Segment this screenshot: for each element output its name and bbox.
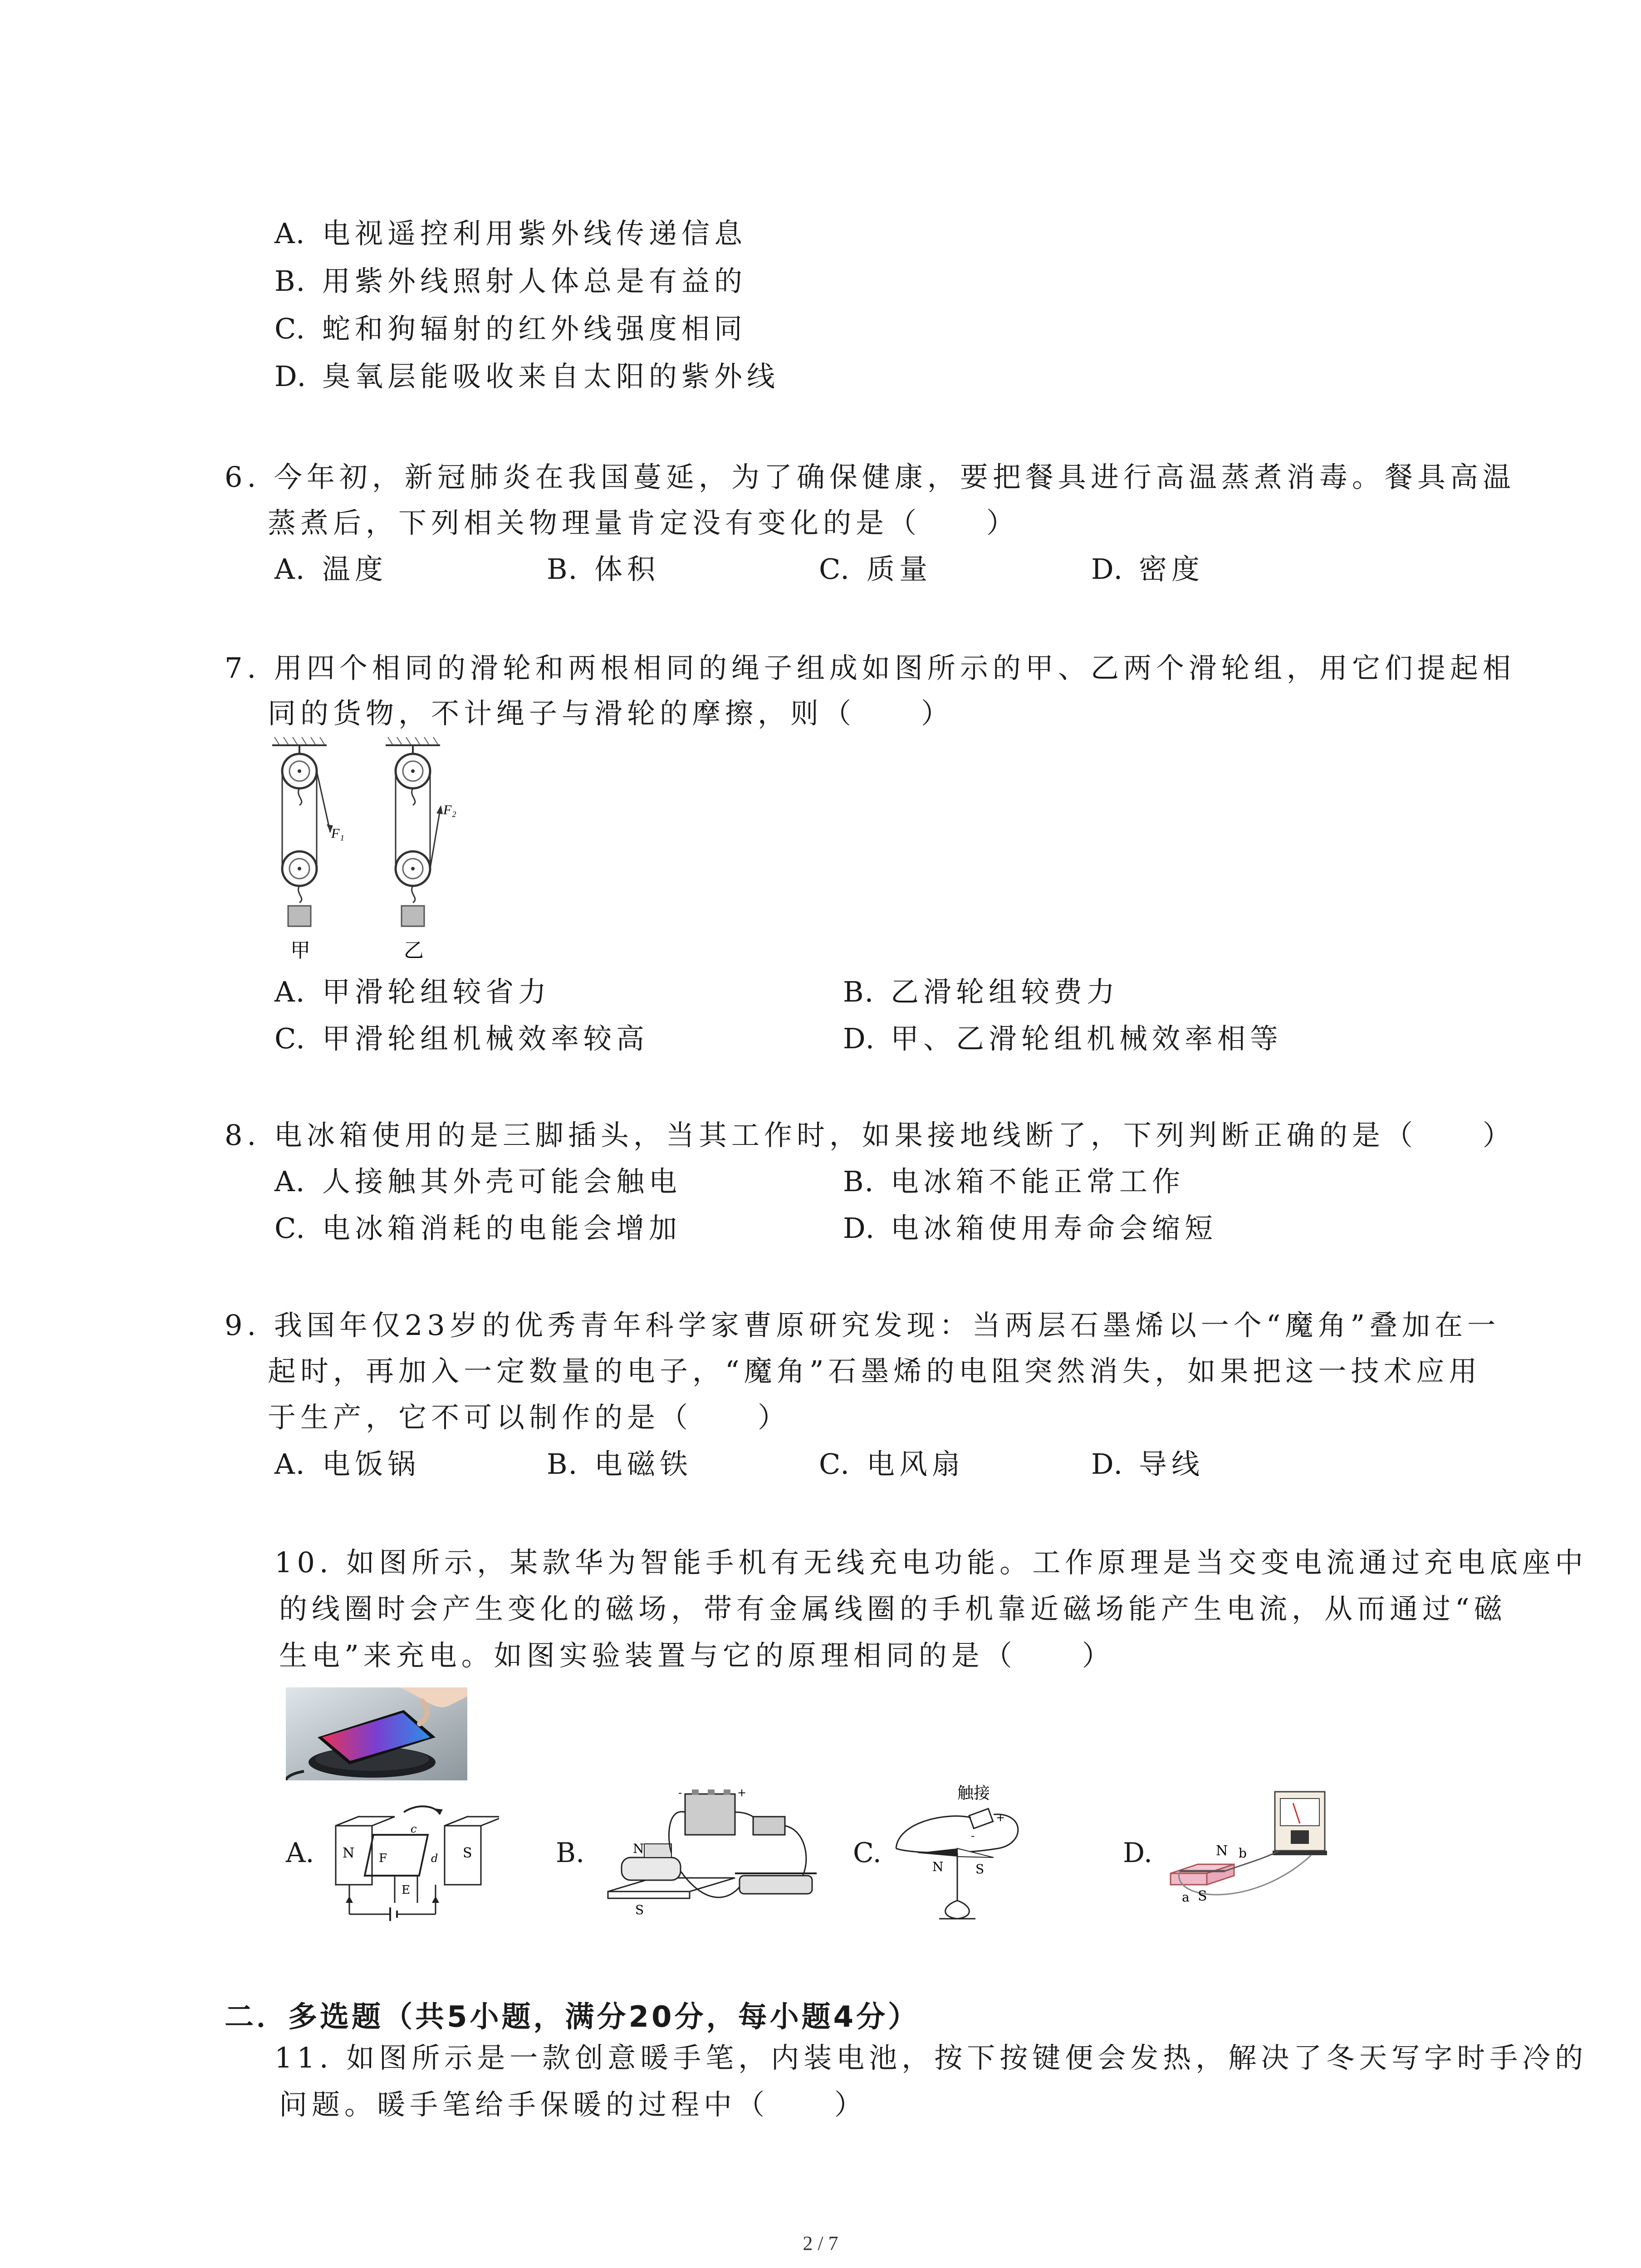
- q5-option-d: [274, 358, 779, 395]
- option-text: 电冰箱不能正常工作: [891, 1165, 1185, 1198]
- option-text: 甲滑轮组机械效率较高: [322, 1022, 649, 1055]
- option-text: 用紫外线照射人体总是有益的: [322, 264, 747, 298]
- oersted-diagram: [889, 1780, 1062, 1935]
- q7-option-d: [843, 1021, 1283, 1057]
- label-n: N: [343, 1845, 355, 1861]
- q5-option-c: [274, 311, 747, 347]
- label-minus: -: [971, 1829, 975, 1842]
- q5-option-a: [274, 215, 747, 252]
- f1-label: F₁: [331, 826, 344, 841]
- label-touch: 触接: [957, 1784, 990, 1803]
- q7-stem-line1: 7. 用四个相同的滑轮和两根相同的绳子组成如图所示的甲、乙两个滑轮组，用它们提起相: [225, 651, 1515, 684]
- q9-option-a: [274, 1446, 420, 1482]
- label-d: d: [431, 1852, 438, 1865]
- q7-option-b: [843, 974, 1119, 1010]
- option-text: 电冰箱消耗的电能会增加: [322, 1212, 682, 1245]
- q10-option-d-letter: D.: [1123, 1837, 1153, 1869]
- wireless-charger-image: [286, 1687, 467, 1780]
- label-n: N: [1216, 1843, 1228, 1859]
- option-letter: A.: [274, 975, 306, 1008]
- label-plus: +: [996, 1811, 1005, 1824]
- label-n: N: [932, 1859, 944, 1874]
- q5-option-b: [274, 263, 747, 299]
- label-c: c: [411, 1823, 417, 1835]
- option-text: 甲滑轮组较省力: [322, 975, 551, 1008]
- option-text: 乙滑轮组较费力: [891, 975, 1120, 1008]
- option-letter: B.: [843, 1165, 875, 1198]
- option-letter: B.: [274, 264, 306, 298]
- option-letter: B.: [547, 552, 578, 586]
- q7-stem-line2: 同的货物，不计绳子与滑轮的摩擦，则（ ）: [268, 697, 954, 730]
- option-letter: D.: [1091, 552, 1124, 586]
- q8-option-d: [843, 1210, 1217, 1246]
- option-text: 蛇和狗辐射的红外线强度相同: [322, 312, 747, 345]
- electromagnet-diagram: [599, 1785, 826, 1921]
- option-letter: B.: [547, 1447, 578, 1481]
- option-letter: B.: [843, 975, 875, 1008]
- motor-diagram: [327, 1799, 499, 1926]
- option-text: 体积: [594, 552, 660, 586]
- option-text: 电磁铁: [594, 1447, 693, 1481]
- label-s: S: [635, 1902, 644, 1917]
- q9-option-d: [1091, 1446, 1204, 1482]
- q6-option-b: [547, 551, 660, 587]
- label-s: S: [975, 1862, 985, 1877]
- option-letter: A.: [274, 1165, 306, 1198]
- option-text: 导线: [1139, 1447, 1205, 1481]
- q7-option-c: [274, 1021, 649, 1057]
- q10-stem-line1: 10. 如图所示，某款华为智能手机有无线充电功能。工作原理是当交变电流通过充电底座中: [274, 1546, 1588, 1579]
- q8-option-a: [274, 1163, 681, 1200]
- option-letter: C.: [819, 552, 850, 586]
- option-letter: C.: [274, 1022, 306, 1055]
- f2-label: F₂: [443, 802, 456, 817]
- q9-stem-line3: 于生产，它不可以制作的是（ ）: [268, 1401, 791, 1434]
- option-text: 密度: [1139, 552, 1205, 586]
- option-text: 人接触其外壳可能会触电: [322, 1165, 682, 1198]
- option-text: 电冰箱使用寿命会缩短: [891, 1212, 1218, 1245]
- q9-stem-line2: 起时，再加入一定数量的电子，“魔角”石墨烯的电阻突然消失，如果把这一技术应用: [268, 1354, 1482, 1388]
- diagram-b-electromagnet: [599, 1785, 826, 1921]
- q11-stem-line1: 11. 如图所示是一款创意暖手笔，内装电池，按下按键便会发热，解决了冬天写字时手冷的: [274, 2041, 1588, 2074]
- q10-stem-line2: 的线圈时会产生变化的磁场，带有金属线圈的手机靠近磁场能产生电流，从而通过“磁: [279, 1592, 1507, 1625]
- page-number: 2 / 7: [803, 2232, 838, 2254]
- label-e: E: [402, 1883, 410, 1897]
- pulley-figure: [263, 737, 499, 973]
- q6-option-a: [274, 551, 387, 587]
- q6-stem-line1: 6. 今年初，新冠肺炎在我国蔓延，为了确保健康，要把餐具进行高温蒸煮消毒。餐具高温: [225, 460, 1515, 494]
- q9-stem-line1: 9. 我国年仅23岁的优秀青年科学家曹原研究发现：当两层石墨烯以一个“魔角”叠加在一: [225, 1309, 1500, 1342]
- q8-option-c: [274, 1210, 681, 1246]
- diagram-d-induction: [1161, 1783, 1334, 1919]
- jia-label: 甲: [290, 939, 310, 962]
- q8-option-b: [843, 1163, 1185, 1200]
- q10-option-a-letter: A.: [286, 1837, 314, 1869]
- pulley-diagram: [263, 737, 499, 973]
- q9-option-c: [819, 1446, 965, 1482]
- option-letter: D.: [843, 1212, 876, 1245]
- option-letter: A.: [274, 1447, 306, 1481]
- option-text: 臭氧层能吸收来自太阳的紫外线: [322, 360, 780, 393]
- option-text: 质量: [867, 552, 932, 586]
- yi-label: 乙: [404, 939, 424, 962]
- label-minus: -: [678, 1786, 682, 1799]
- option-letter: C.: [819, 1447, 850, 1481]
- option-text: 电视遥控利用紫外线传递信息: [322, 217, 747, 250]
- label-b: b: [1239, 1846, 1247, 1861]
- option-letter: A.: [274, 552, 306, 586]
- option-text: 温度: [322, 552, 388, 586]
- option-letter: C.: [274, 312, 306, 345]
- option-text: 电风扇: [867, 1447, 965, 1481]
- option-letter: A.: [274, 217, 306, 250]
- label-a: a: [1182, 1890, 1190, 1905]
- label-s: S: [1198, 1888, 1207, 1904]
- q10-stem-line3: 生电”来充电。如图实验装置与它的原理相同的是（ ）: [279, 1639, 1115, 1672]
- option-letter: D.: [274, 360, 307, 393]
- q9-option-b: [547, 1446, 692, 1482]
- q11-stem-line2: 问题。暖手笔给手保暖的过程中（ ）: [279, 2088, 867, 2121]
- induction-diagram: [1161, 1783, 1334, 1919]
- q10-option-c-letter: C.: [853, 1837, 882, 1869]
- option-letter: C.: [274, 1212, 306, 1245]
- q6-option-d: [1091, 551, 1204, 587]
- phone-charging-photo: [286, 1687, 467, 1780]
- label-n: N: [633, 1841, 644, 1856]
- option-text: 甲、乙滑轮组机械效率相等: [891, 1022, 1283, 1055]
- option-text: 电饭锅: [322, 1447, 421, 1481]
- option-letter: D.: [1091, 1447, 1124, 1481]
- q10-option-b-letter: B.: [556, 1837, 585, 1869]
- q6-option-c: [819, 551, 932, 587]
- label-f: F: [379, 1852, 387, 1865]
- diagram-c-oersted: [889, 1780, 1062, 1935]
- label-s: S: [463, 1845, 472, 1861]
- q6-stem-line2: 蒸煮后，下列相关物理量肯定没有变化的是（ ）: [268, 506, 1019, 539]
- q8-stem-line1: 8. 电冰箱使用的是三脚插头，当其工作时，如果接地线断了，下列判断正确的是（ ）: [225, 1119, 1515, 1152]
- diagram-a-motor: [327, 1799, 499, 1926]
- label-plus: +: [737, 1786, 747, 1799]
- option-letter: D.: [843, 1022, 876, 1055]
- section-heading: 二．多选题（共5小题，满分20分，每小题4分）: [225, 2000, 920, 2034]
- q7-option-a: [274, 974, 551, 1010]
